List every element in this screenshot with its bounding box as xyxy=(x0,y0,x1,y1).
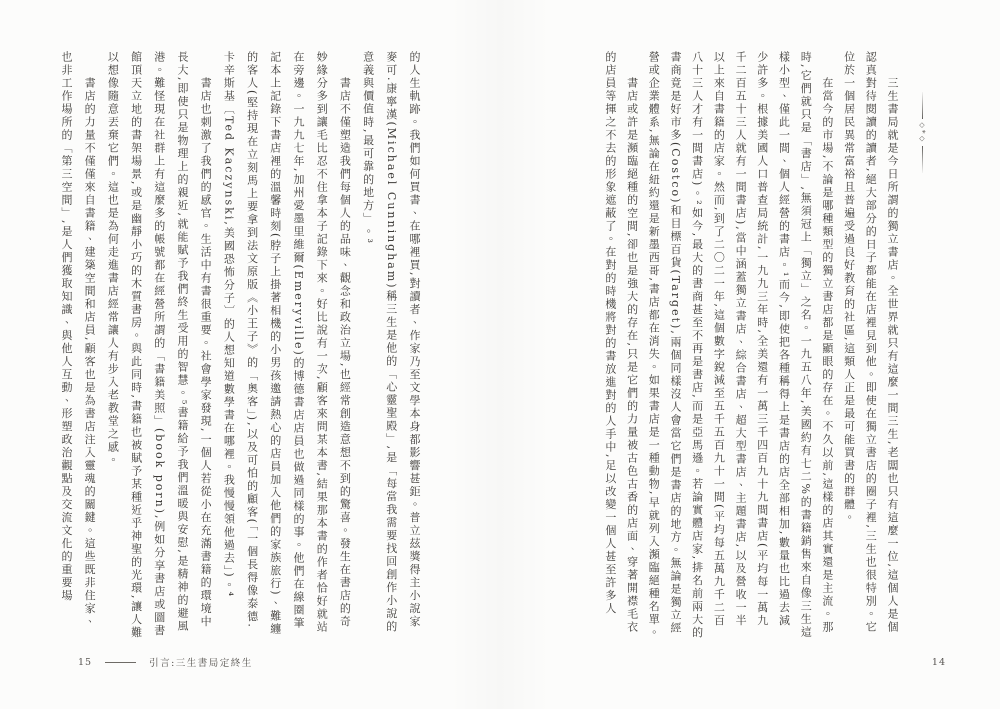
page-number-left: 15 xyxy=(78,656,93,668)
running-footer xyxy=(78,655,253,669)
page-number-right: 14 xyxy=(931,657,946,668)
section-divider-ornament xyxy=(917,92,927,178)
page-14-text-block xyxy=(573,51,903,640)
page-15-text-block xyxy=(28,51,426,640)
paragraph: 書店的力量不僅僅來自書籍、建築空間和店員,顧客也是為書店注入靈魂的關鍵。這些既非住家、也非工作場所的「第三空間」,是人們獲取知識、與他人互動、形塑政治觀點及交流文化的重要場 xyxy=(59,51,97,629)
page-gutter xyxy=(450,0,550,709)
paragraph: 書店也刺激了我們的感官。生活中有書很重要。社會學家發現,一個人若從小在充滿書籍的環境中長大,即使只是物理上的親近,就能賦予我們終生受用的智慧。⁵書籍給予我們溫暖與安慰,是精神的避風港。難怪現在社群上有這麼多的帳號都在經營所謂的「書籍美照」(book porn),例如分享書店或圖書館頂天立地的書架場景,或是幽靜小巧的木質書房。與此同時,書籍也被賦予某種近乎神聖的光環,讓人難以想像隨意丟棄它們。這也是為何走進書店經常讓人有步入老教堂之感。 xyxy=(106,51,213,640)
ornament-line-bottom xyxy=(922,146,923,173)
paragraph: 在當今的市場,不論是哪種類型的獨立書店都是顯眼的存在。不久以前,這樣的店其實還是主流。那時,它們就只是「書店」,無須冠上「獨立」之名。一九五八年,美國約有七二%的書籍銷售來自像三生這樣小型、僅此一間、個人經營的書店。¹而今,即使把各種稱得上是書店的店全部相加,數量也比過去減少許多。根據美國人口普查局統計,一九九三年時,全美還有一萬三千四百九十九間書店(平均每一萬九千二百五十三人就有一間書店),當中涵蓋獨立書店、綜合書店、超大型書店、主題書店,以及營收一半以上來自書籍的店家。然而,到了二〇二一年,這個數字銳減至五千五百九十一間(平均每五萬九千二百八十三人才有一間書店)。²如今,最大的書商甚至不再是書店,而是亞馬遜。若論實體店家,排名前兩大的書商竟是好市多(Costco)和目標百貨(Target),兩個同樣沒人會當它們是書店的地方。無論是獨立經營或企業體系,無論在紐約還是新墨西哥,書店都在消失。如果書店是一種動物,早就列入瀕臨絕種名單。 xyxy=(647,51,834,640)
paragraph-continuation: 的人生軌跡。我們如何買書、在哪裡買,對讀者、作家乃至文學本身都影響甚鉅。普立茲獎得主小說家麥可.康寧漢(Michael Cunningham)稱三生是他的「心靈聖殿」,是「每當我需要找回創作小說的意義與價值時,最可靠的地方」。³ xyxy=(361,51,421,634)
footer-rule xyxy=(105,662,136,663)
paragraph: 書店或許是瀕臨絕種的空間,卻也是強大的存在,只是它們的力量被古色古香的店面、穿著開襟毛衣的店員等揮之不去的形象遮蔽了。在對的時機將對的書放進對的人手中,足以改變一個人甚至許多人 xyxy=(603,51,639,634)
ornament-symbols: ◇*◇ xyxy=(918,121,926,144)
paragraph: 三生書局就是今日所謂的獨立書店。全世界就只有這麼一間三生,老闆也只有這麼一位,這個人是個認真對待閱讀的讀者,絕大部分的日子都能在店裡見到他。即使在獨立書店的圈子裡,三生也很特別。它位於一個居民異常富裕且普遍受過良好教育的社區,這類人正是最可能買書的群體。 xyxy=(842,51,899,634)
chapter-title: 引言:三生書局定終生 xyxy=(149,658,253,669)
paragraph: 書店不僅塑造我們每個人的品味、觀念和政治立場,也經常創造意想不到的驚喜。發生在書店的奇妙緣分多到讓毛比忍不住拿本子記錄下來。好比說有一次,顧客來問某本書,結果那本書的作者恰好就站在旁邊。一九九七年,加州愛墨里維爾(Emeryville)的博德書店店員也做過同樣的事。他們在線圈筆記本上記錄下書店裡的溫馨時刻(脖子上掛著相機的小男孩邀請熱心的店員加入他們的家族旅行)、難纏的客人(堅持現在立刻馬上要拿到法文原版《小王子》的「奧客」),以及可怕的顧客(「一個長得像泰德.卡辛斯基〔Ted Kaczynski,美國恐怖分子〕的人想知道數學書在哪裡。我慢慢領他過去」)。⁴ xyxy=(222,51,352,636)
ornament-line-top xyxy=(922,92,923,119)
